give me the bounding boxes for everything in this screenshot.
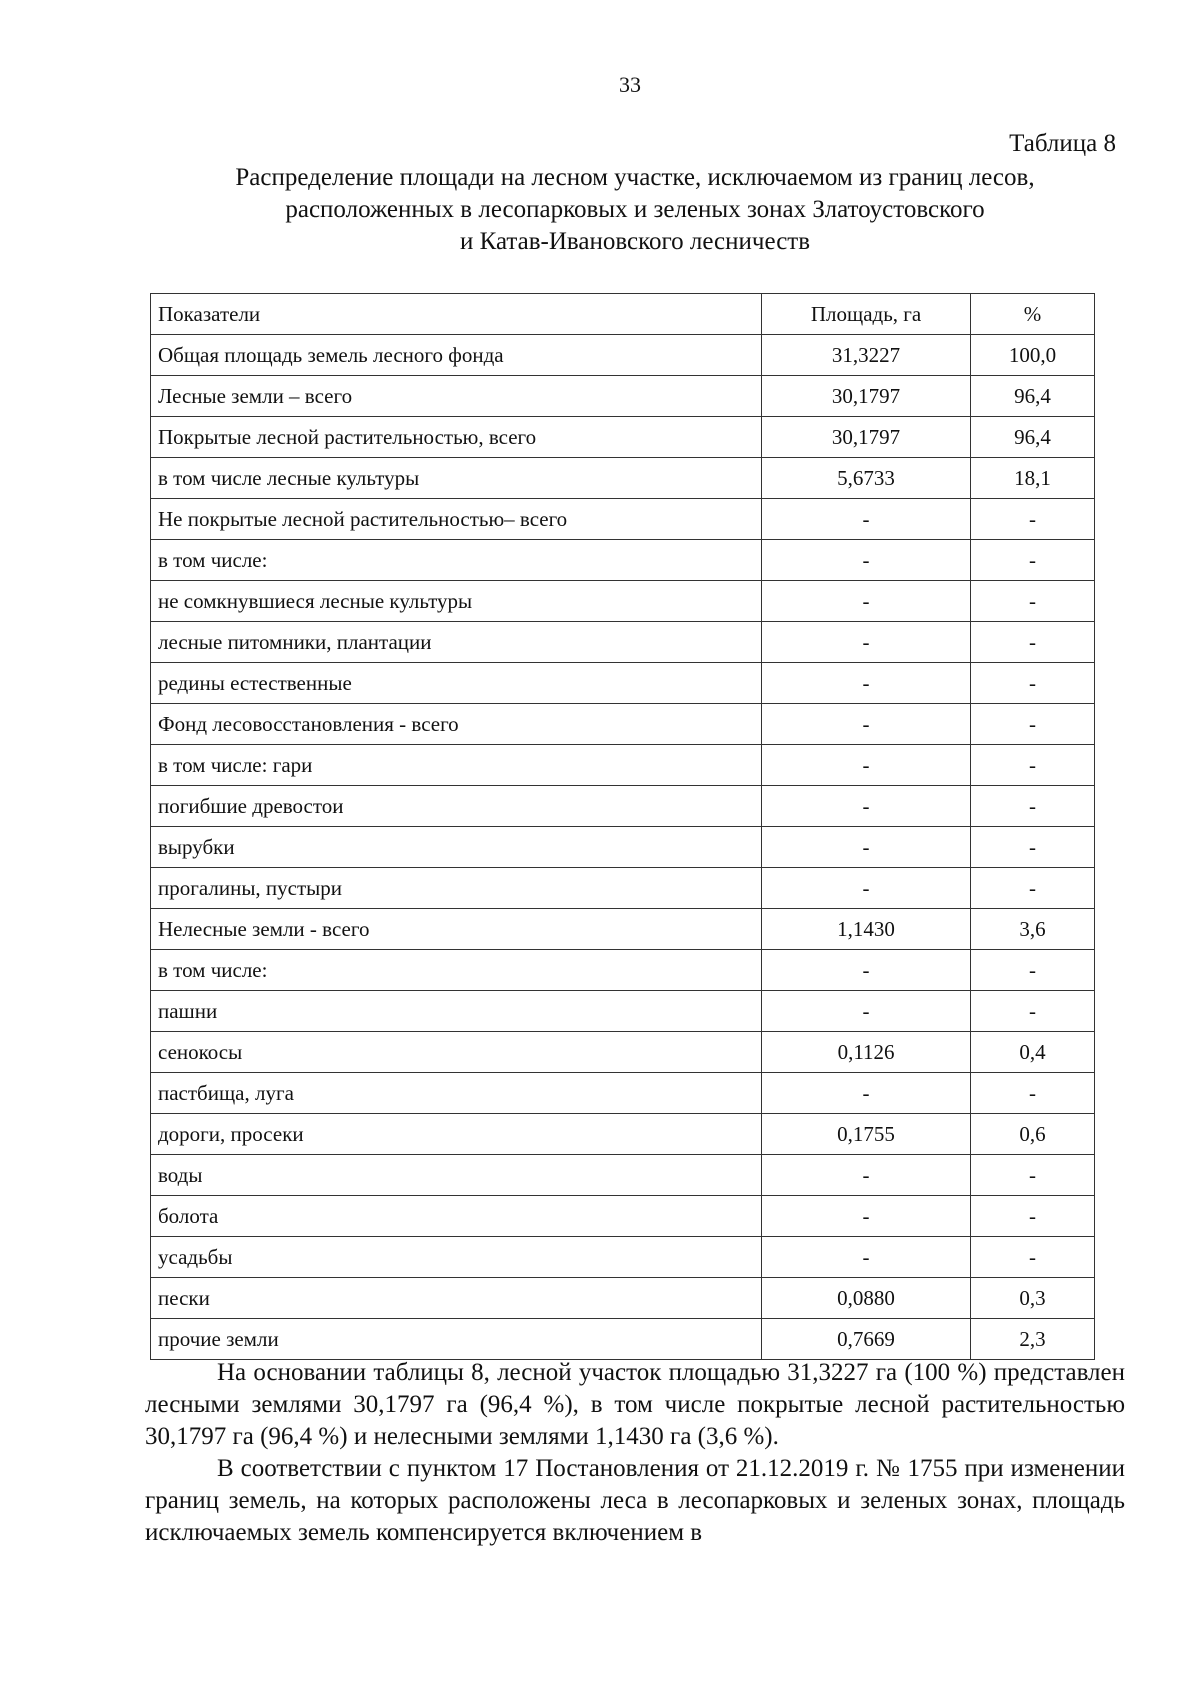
- row-area-cell: -: [762, 868, 971, 909]
- row-name-cell: не сомкнувшиеся лесные культуры: [151, 581, 762, 622]
- table-row: [151, 663, 1095, 704]
- row-name-cell: в том числе: гари: [151, 745, 762, 786]
- row-name-cell: Нелесные земли - всего: [151, 909, 762, 950]
- body-text: [145, 1357, 1125, 1549]
- table-row: [151, 827, 1095, 868]
- table-row: [151, 745, 1095, 786]
- row-name-cell: Покрытые лесной растительностью, всего: [151, 417, 762, 458]
- row-name-cell: в том числе:: [151, 540, 762, 581]
- header-percent: %: [970, 294, 1094, 335]
- table-row: [151, 335, 1095, 376]
- row-percent-cell: 0,3: [970, 1278, 1094, 1319]
- table-row: [151, 1196, 1095, 1237]
- row-percent-cell: 100,0: [970, 335, 1094, 376]
- land-distribution-table: [150, 293, 1095, 1360]
- row-name-cell: сенокосы: [151, 1032, 762, 1073]
- row-percent-cell: 2,3: [970, 1319, 1094, 1360]
- row-name-cell: прогалины, пустыри: [151, 868, 762, 909]
- row-name-cell: редины естественные: [151, 663, 762, 704]
- caption-line: Распределение площади на лесном участке, исключаемом из границ лесов,: [235, 164, 1035, 191]
- row-percent-cell: -: [970, 581, 1094, 622]
- row-name-cell: болота: [151, 1196, 762, 1237]
- row-name-cell: погибшие древостои: [151, 786, 762, 827]
- row-area-cell: -: [762, 1155, 971, 1196]
- row-percent-cell: -: [970, 1196, 1094, 1237]
- table-row: [151, 458, 1095, 499]
- row-percent-cell: -: [970, 786, 1094, 827]
- row-area-cell: -: [762, 1237, 971, 1278]
- row-area-cell: 30,1797: [762, 417, 971, 458]
- table-row: [151, 1319, 1095, 1360]
- page-number: 33: [619, 72, 641, 97]
- row-name-cell: усадьбы: [151, 1237, 762, 1278]
- row-percent-cell: -: [970, 1155, 1094, 1196]
- table-row: [151, 417, 1095, 458]
- row-area-cell: -: [762, 745, 971, 786]
- table-row: [151, 1278, 1095, 1319]
- row-area-cell: -: [762, 786, 971, 827]
- row-percent-cell: -: [970, 499, 1094, 540]
- row-name-cell: прочие земли: [151, 1319, 762, 1360]
- row-name-cell: лесные питомники, плантации: [151, 622, 762, 663]
- row-name-cell: дороги, просеки: [151, 1114, 762, 1155]
- row-percent-cell: -: [970, 540, 1094, 581]
- row-name-cell: пастбища, луга: [151, 1073, 762, 1114]
- row-area-cell: -: [762, 827, 971, 868]
- row-name-cell: Лесные земли – всего: [151, 376, 762, 417]
- row-percent-cell: -: [970, 1237, 1094, 1278]
- row-percent-cell: 96,4: [970, 376, 1094, 417]
- table-row: [151, 1155, 1095, 1196]
- row-area-cell: 0,0880: [762, 1278, 971, 1319]
- row-area-cell: -: [762, 581, 971, 622]
- paragraph: На основании таблицы 8, лесной участок площадью 31,3227 га (100 %) представлен лесными землями 30,1797 га (96,4 %), в том числе покрытые лесной растительностью 30,1797 га (96,4 %) и нелесными землями 1,1430 га (3,6 %).: [145, 1359, 1125, 1450]
- row-area-cell: -: [762, 704, 971, 745]
- caption-line: и Катав-Ивановского лесничеств: [459, 228, 811, 255]
- row-name-cell: в том числе:: [151, 950, 762, 991]
- row-area-cell: -: [762, 950, 971, 991]
- row-area-cell: -: [762, 991, 971, 1032]
- row-name-cell: пески: [151, 1278, 762, 1319]
- caption-line: расположенных в лесопарковых и зеленых зонах Златоустовского: [285, 196, 985, 223]
- row-percent-cell: -: [970, 663, 1094, 704]
- row-name-cell: вырубки: [151, 827, 762, 868]
- table-row: [151, 540, 1095, 581]
- table-row: [151, 868, 1095, 909]
- paragraph: В соответствии с пунктом 17 Постановления от 21.12.2019 г. № 1755 при изменении границ земель, на которых расположены леса в лесопарковых и зеленых зонах, площадь исключаемых земель компенсируется включением в: [145, 1455, 1125, 1546]
- row-name-cell: в том числе лесные культуры: [151, 458, 762, 499]
- row-area-cell: 0,1755: [762, 1114, 971, 1155]
- table-row: [151, 950, 1095, 991]
- row-area-cell: 5,6733: [762, 458, 971, 499]
- table-row: [151, 581, 1095, 622]
- row-percent-cell: 96,4: [970, 417, 1094, 458]
- table-row: [151, 704, 1095, 745]
- row-area-cell: 0,1126: [762, 1032, 971, 1073]
- row-percent-cell: -: [970, 622, 1094, 663]
- row-percent-cell: -: [970, 704, 1094, 745]
- table-label: Таблица 8: [1009, 130, 1116, 157]
- row-percent-cell: -: [970, 991, 1094, 1032]
- table-row: [151, 1073, 1095, 1114]
- row-percent-cell: -: [970, 827, 1094, 868]
- row-area-cell: -: [762, 622, 971, 663]
- table-row: [151, 909, 1095, 950]
- row-area-cell: 1,1430: [762, 909, 971, 950]
- row-area-cell: -: [762, 663, 971, 704]
- header-area: Площадь, га: [762, 294, 971, 335]
- table-caption: [145, 162, 1125, 258]
- row-percent-cell: -: [970, 1073, 1094, 1114]
- table-row: [151, 1114, 1095, 1155]
- row-percent-cell: 18,1: [970, 458, 1094, 499]
- table-row: [151, 991, 1095, 1032]
- row-area-cell: 0,7669: [762, 1319, 971, 1360]
- row-percent-cell: -: [970, 868, 1094, 909]
- table-body: [151, 335, 1095, 1360]
- row-name-cell: Фонд лесовосстановления - всего: [151, 704, 762, 745]
- table-row: [151, 376, 1095, 417]
- row-area-cell: -: [762, 1073, 971, 1114]
- table-row: [151, 786, 1095, 827]
- row-name-cell: воды: [151, 1155, 762, 1196]
- row-percent-cell: 0,4: [970, 1032, 1094, 1073]
- table-row: [151, 1032, 1095, 1073]
- row-area-cell: 30,1797: [762, 376, 971, 417]
- row-name-cell: Не покрытые лесной растительностью– всего: [151, 499, 762, 540]
- row-area-cell: 31,3227: [762, 335, 971, 376]
- row-area-cell: -: [762, 540, 971, 581]
- table-row: [151, 1237, 1095, 1278]
- table-header-row: [151, 294, 1095, 335]
- row-percent-cell: 3,6: [970, 909, 1094, 950]
- row-area-cell: -: [762, 1196, 971, 1237]
- header-indicator: Показатели: [151, 294, 762, 335]
- table-row: [151, 499, 1095, 540]
- row-percent-cell: -: [970, 950, 1094, 991]
- row-percent-cell: -: [970, 745, 1094, 786]
- row-area-cell: -: [762, 499, 971, 540]
- row-name-cell: Общая площадь земель лесного фонда: [151, 335, 762, 376]
- table-row: [151, 622, 1095, 663]
- row-name-cell: пашни: [151, 991, 762, 1032]
- row-percent-cell: 0,6: [970, 1114, 1094, 1155]
